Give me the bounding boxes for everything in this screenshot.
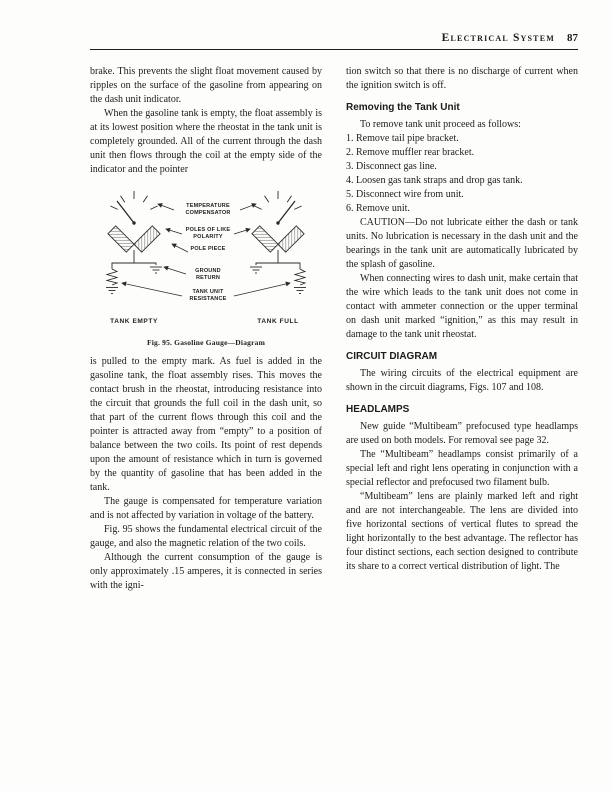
paragraph: is pulled to the empty mark. As fuel is added in the gasoline tank, the float assembly rises. This moves the contact brush in the rheostat, introducing resistance into the circuit that grounds the full coil in the dash unit, so that part of the current flows through this coil and the pointer is attracted away from “empty” to a position of balance between the two coils. Its point of rest depends upon the amount of resistance which in turn is governed by the quantity of gasoline that has been added in the tank. xyxy=(90,356,322,493)
gauge-diagram xyxy=(90,183,322,333)
right-column xyxy=(346,65,578,593)
paragraph: The gauge is compensated for temperature variation and is not affected by variation in voltage of the battery. xyxy=(90,496,322,521)
list-item: 6. Remove unit. xyxy=(346,203,410,214)
list-item: 1. Remove tail pipe bracket. xyxy=(346,133,459,144)
paragraph: Fig. 95 shows the fundamental electrical circuit of the gauge, and also the magnetic relation of the two coils. xyxy=(90,524,322,549)
header-rule xyxy=(90,49,578,50)
tank-empty-gauge xyxy=(106,191,162,294)
section-heading-circuit-diagram: CIRCUIT DIAGRAM xyxy=(346,351,438,362)
label-tank-unit-resistance: TANK UNIT RESISTANCE xyxy=(189,289,227,302)
label-tank-full: TANK FULL xyxy=(257,318,299,325)
list-item: 4. Loosen gas tank straps and drop gas tank. xyxy=(346,175,523,186)
section-heading-headlamps: HEADLAMPS xyxy=(346,404,410,415)
label-poles-of-like-polarity: POLES OF LIKE POLARITY xyxy=(185,227,231,240)
label-pole-piece: POLE PIECE xyxy=(190,246,226,252)
label-ground-return: GROUND RETURN xyxy=(195,268,221,281)
tank-full-gauge xyxy=(250,191,306,294)
paragraph: “Multibeam” lens are plainly marked left and right and are not interchangeable. The lens are divided into five horizontal sections of vertical flutes to spread the light horizontally to the best advantage. The reflector has four distinct sections, each section designed to contribute its share to a correct vertical distribution of light. The xyxy=(346,491,578,572)
paragraph: The wiring circuits of the electrical equipment are shown in the circuit diagrams, Figs. 107 and 108. xyxy=(346,368,578,393)
paragraph: When the gasoline tank is empty, the float assembly is at its lowest position where the rheostat in the tank unit is completely grounded. All of the current through the dash unit then flows through the coil at the empty side of the indicator and the pointer xyxy=(90,108,322,175)
paragraph: tion switch so that there is no discharge of current when the ignition switch is off. xyxy=(346,66,578,91)
figure-caption: Fig. 95. Gasoline Gauge—Diagram xyxy=(146,338,266,347)
list-item: 2. Remove muffler rear bracket. xyxy=(346,147,475,158)
paragraph: brake. This prevents the slight float movement caused by ripples on the surface of the gasoline from appearing on the dash unit indicator. xyxy=(90,66,322,105)
page-number: 87 xyxy=(567,32,578,44)
left-column xyxy=(90,65,322,593)
label-tank-empty: TANK EMPTY xyxy=(110,318,158,325)
section-heading-removing-tank-unit: Removing the Tank Unit xyxy=(346,102,460,113)
text-columns xyxy=(90,65,578,593)
running-head: Electrical System xyxy=(441,32,555,44)
list-item: 5. Disconnect wire from unit. xyxy=(346,189,464,200)
list-item: 3. Disconnect gas line. xyxy=(346,161,437,172)
numbered-list xyxy=(346,132,578,216)
paragraph: To remove tank unit proceed as follows: xyxy=(360,119,521,130)
page-header xyxy=(90,32,578,49)
paragraph: The “Multibeam” headlamps consist primarily of a special left and right lens operating in conjunction with a special reflector and prefocused two filament bulb. xyxy=(346,449,578,488)
paragraph: When connecting wires to dash unit, make certain that the wire which leads to the tank unit does not come in contact with ammeter connection or the upper terminal on dash unit marked “ignition,” as this may result in damage to the tank unit rheostat. xyxy=(346,273,578,340)
paragraph: New guide “Multibeam” prefocused type headlamps are used on both models. For removal see page 32. xyxy=(346,421,578,446)
label-temperature-compensator: TEMPERATURE COMPENSATOR xyxy=(185,203,231,216)
paragraph-caution: CAUTION—Do not lubricate either the dash or tank units. No lubrication is necessary in the dash unit and the bearings in the tank unit are automatically lubricated by the splash of gasoline. xyxy=(346,217,578,270)
figure-95 xyxy=(90,183,322,350)
paragraph: Although the current consumption of the gauge is only approximately .15 amperes, it is connected in series with the igni- xyxy=(90,552,322,591)
